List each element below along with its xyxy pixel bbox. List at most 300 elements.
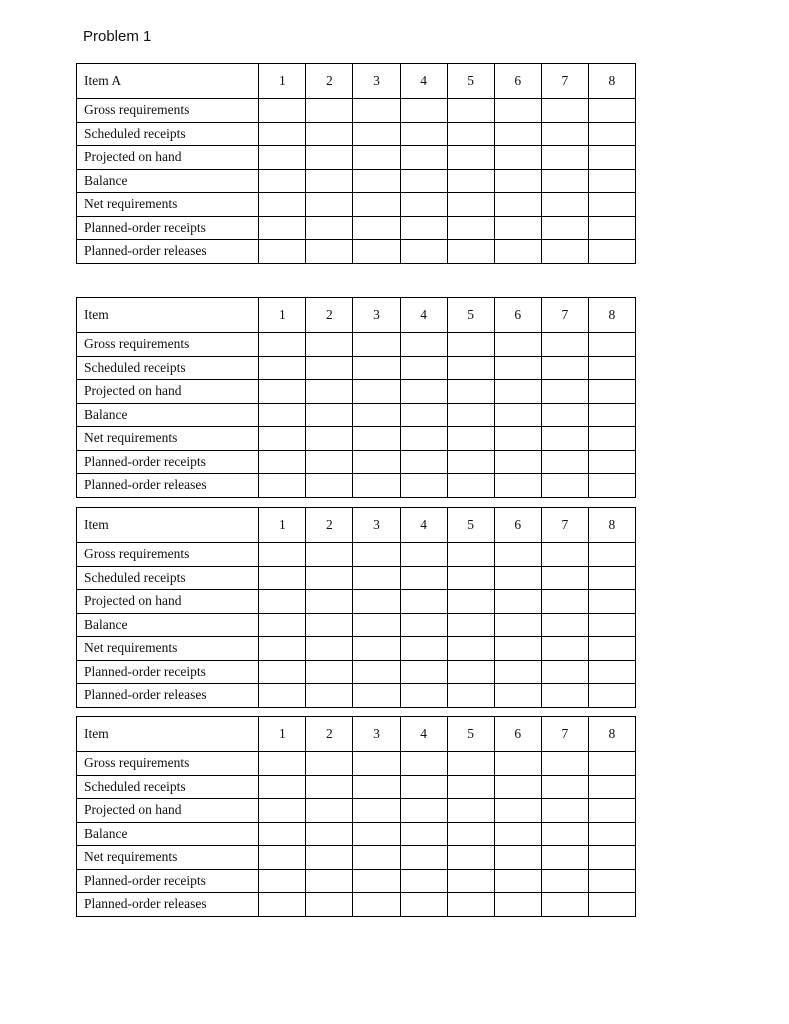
table-cell[interactable]	[353, 799, 400, 823]
table-cell[interactable]	[494, 566, 541, 590]
mrp-table	[76, 63, 636, 264]
table-row	[77, 193, 636, 217]
table-cell[interactable]	[259, 193, 306, 217]
table-cell[interactable]	[447, 450, 494, 474]
table-cell[interactable]	[447, 193, 494, 217]
table-cell[interactable]	[541, 846, 588, 870]
table-cell[interactable]	[353, 893, 400, 917]
table-cell[interactable]	[306, 566, 353, 590]
row-label: Gross requirements	[77, 333, 259, 357]
table-cell[interactable]	[259, 169, 306, 193]
table-cell[interactable]	[259, 752, 306, 776]
table-cell[interactable]	[447, 333, 494, 357]
table-header-row	[77, 64, 636, 99]
table-cell[interactable]	[400, 846, 447, 870]
table-cell[interactable]	[494, 146, 541, 170]
table-cell[interactable]	[541, 146, 588, 170]
table-cell[interactable]	[259, 566, 306, 590]
table-row	[77, 146, 636, 170]
table-cell[interactable]	[259, 403, 306, 427]
table-cell[interactable]	[306, 356, 353, 380]
table-row	[77, 660, 636, 684]
row-label: Gross requirements	[77, 99, 259, 123]
table-cell[interactable]	[541, 474, 588, 498]
table-cell[interactable]	[400, 684, 447, 708]
table-cell[interactable]	[588, 637, 635, 661]
table-cell[interactable]	[588, 660, 635, 684]
table-cell[interactable]	[306, 146, 353, 170]
table-cell[interactable]	[353, 193, 400, 217]
table-row	[77, 99, 636, 123]
table-cell[interactable]	[259, 333, 306, 357]
row-label: Scheduled receipts	[77, 566, 259, 590]
table-cell[interactable]	[306, 240, 353, 264]
table-cell[interactable]	[494, 216, 541, 240]
table-row	[77, 122, 636, 146]
table-cell[interactable]	[494, 543, 541, 567]
period-header: 7	[541, 717, 588, 752]
table-cell[interactable]	[541, 566, 588, 590]
table-cell[interactable]	[353, 869, 400, 893]
table-header-row	[77, 298, 636, 333]
table-cell[interactable]	[588, 799, 635, 823]
table-cell[interactable]	[494, 99, 541, 123]
period-header: 8	[588, 717, 635, 752]
table-cell[interactable]	[447, 240, 494, 264]
table-cell[interactable]	[494, 869, 541, 893]
table-row	[77, 752, 636, 776]
table-cell[interactable]	[541, 333, 588, 357]
table-cell[interactable]	[447, 543, 494, 567]
table-cell[interactable]	[353, 380, 400, 404]
row-label: Projected on hand	[77, 146, 259, 170]
table-cell[interactable]	[541, 356, 588, 380]
table-cell[interactable]	[494, 122, 541, 146]
table-cell[interactable]	[306, 333, 353, 357]
table-cell[interactable]	[259, 637, 306, 661]
period-header: 2	[306, 64, 353, 99]
table-cell[interactable]	[400, 193, 447, 217]
table-cell[interactable]	[400, 146, 447, 170]
table-cell[interactable]	[400, 566, 447, 590]
table-cell[interactable]	[259, 543, 306, 567]
table-cell[interactable]	[588, 684, 635, 708]
table-cell[interactable]	[353, 822, 400, 846]
table-cell[interactable]	[259, 146, 306, 170]
table-cell[interactable]	[588, 380, 635, 404]
row-label: Projected on hand	[77, 380, 259, 404]
table-cell[interactable]	[259, 869, 306, 893]
table-cell[interactable]	[588, 893, 635, 917]
row-label: Balance	[77, 403, 259, 427]
row-label: Planned-order releases	[77, 240, 259, 264]
table-cell[interactable]	[541, 427, 588, 451]
table-cell[interactable]	[259, 613, 306, 637]
table-cell[interactable]	[353, 427, 400, 451]
row-label: Planned-order receipts	[77, 216, 259, 240]
table-cell[interactable]	[259, 799, 306, 823]
table-cell[interactable]	[306, 543, 353, 567]
table-cell[interactable]	[259, 99, 306, 123]
table-cell[interactable]	[259, 590, 306, 614]
table-cell[interactable]	[400, 822, 447, 846]
table-cell[interactable]	[447, 122, 494, 146]
table-cell[interactable]	[353, 450, 400, 474]
table-cell[interactable]	[353, 403, 400, 427]
mrp-table	[76, 297, 636, 498]
table-cell[interactable]	[588, 99, 635, 123]
table-cell[interactable]	[588, 775, 635, 799]
table-row	[77, 775, 636, 799]
table-cell[interactable]	[541, 99, 588, 123]
table-cell[interactable]	[306, 893, 353, 917]
table-cell[interactable]	[541, 403, 588, 427]
table-cell[interactable]	[306, 193, 353, 217]
table-row	[77, 403, 636, 427]
table-cell[interactable]	[259, 356, 306, 380]
table-row	[77, 216, 636, 240]
table-cell[interactable]	[259, 216, 306, 240]
table-row	[77, 799, 636, 823]
table-cell[interactable]	[447, 869, 494, 893]
row-label: Gross requirements	[77, 752, 259, 776]
table-row	[77, 356, 636, 380]
table-cell[interactable]	[259, 240, 306, 264]
table-cell[interactable]	[259, 450, 306, 474]
table-cell[interactable]	[353, 474, 400, 498]
table-cell[interactable]	[306, 869, 353, 893]
table-cell[interactable]	[259, 427, 306, 451]
period-header: 5	[447, 64, 494, 99]
table-cell[interactable]	[353, 846, 400, 870]
table-cell[interactable]	[588, 240, 635, 264]
table-cell[interactable]	[447, 380, 494, 404]
row-label: Projected on hand	[77, 799, 259, 823]
table-cell[interactable]	[588, 169, 635, 193]
table-cell[interactable]	[353, 566, 400, 590]
table-row	[77, 637, 636, 661]
table-cell[interactable]	[494, 333, 541, 357]
table-row	[77, 566, 636, 590]
table-cell[interactable]	[541, 637, 588, 661]
table-cell[interactable]	[400, 590, 447, 614]
table-cell[interactable]	[494, 240, 541, 264]
table-cell[interactable]	[447, 566, 494, 590]
table-cell[interactable]	[541, 613, 588, 637]
table-cell[interactable]	[588, 474, 635, 498]
table-cell[interactable]	[541, 799, 588, 823]
table-cell[interactable]	[541, 684, 588, 708]
table-cell[interactable]	[447, 660, 494, 684]
table-cell[interactable]	[400, 613, 447, 637]
table-cell[interactable]	[353, 333, 400, 357]
table-cell[interactable]	[400, 403, 447, 427]
table-cell[interactable]	[541, 450, 588, 474]
table-cell[interactable]	[541, 240, 588, 264]
table-cell[interactable]	[306, 660, 353, 684]
table-cell[interactable]	[541, 590, 588, 614]
table-cell[interactable]	[259, 846, 306, 870]
period-header: 4	[400, 508, 447, 543]
table-cell[interactable]	[588, 356, 635, 380]
table-cell[interactable]	[306, 99, 353, 123]
table-cell[interactable]	[447, 775, 494, 799]
table-cell[interactable]	[400, 450, 447, 474]
table-cell[interactable]	[259, 474, 306, 498]
table-cell[interactable]	[494, 403, 541, 427]
table-cell[interactable]	[494, 380, 541, 404]
table-cell[interactable]	[353, 752, 400, 776]
table-cell[interactable]	[447, 427, 494, 451]
row-label: Gross requirements	[77, 543, 259, 567]
period-header: 7	[541, 508, 588, 543]
table-cell[interactable]	[306, 799, 353, 823]
row-label: Projected on hand	[77, 590, 259, 614]
table-cell[interactable]	[447, 356, 494, 380]
table-cell[interactable]	[494, 660, 541, 684]
table-row	[77, 543, 636, 567]
table-cell[interactable]	[353, 543, 400, 567]
table-cell[interactable]	[447, 822, 494, 846]
table-cell[interactable]	[400, 775, 447, 799]
row-label: Planned-order receipts	[77, 660, 259, 684]
table-cell[interactable]	[494, 752, 541, 776]
table-cell[interactable]	[588, 122, 635, 146]
table-cell[interactable]	[447, 637, 494, 661]
table-cell[interactable]	[400, 169, 447, 193]
period-header: 6	[494, 717, 541, 752]
table-cell[interactable]	[494, 775, 541, 799]
table-cell[interactable]	[447, 684, 494, 708]
table-cell[interactable]	[306, 403, 353, 427]
period-header: 8	[588, 64, 635, 99]
table-cell[interactable]	[447, 474, 494, 498]
table-cell[interactable]	[447, 613, 494, 637]
table-cell[interactable]	[588, 333, 635, 357]
table-cell[interactable]	[541, 122, 588, 146]
period-header: 2	[306, 717, 353, 752]
table-cell[interactable]	[400, 474, 447, 498]
table-cell[interactable]	[353, 590, 400, 614]
table-cell[interactable]	[306, 450, 353, 474]
table-cell[interactable]	[306, 846, 353, 870]
table-cell[interactable]	[588, 822, 635, 846]
table-cell[interactable]	[353, 684, 400, 708]
table-cell[interactable]	[353, 775, 400, 799]
table-cell[interactable]	[447, 799, 494, 823]
period-header: 3	[353, 298, 400, 333]
period-header: 4	[400, 64, 447, 99]
table-cell[interactable]	[306, 775, 353, 799]
table-cell[interactable]	[306, 613, 353, 637]
table-cell[interactable]	[447, 752, 494, 776]
table-cell[interactable]	[588, 450, 635, 474]
table-row	[77, 613, 636, 637]
mrp-table	[76, 716, 636, 917]
table-header-row	[77, 717, 636, 752]
table-cell[interactable]	[353, 356, 400, 380]
table-cell[interactable]	[400, 543, 447, 567]
table-cell[interactable]	[494, 356, 541, 380]
table-cell[interactable]	[588, 566, 635, 590]
table-cell[interactable]	[306, 169, 353, 193]
table-cell[interactable]	[541, 660, 588, 684]
table-header-row	[77, 508, 636, 543]
table-cell[interactable]	[259, 380, 306, 404]
table-cell[interactable]	[400, 356, 447, 380]
table-cell[interactable]	[588, 752, 635, 776]
table-cell[interactable]	[541, 543, 588, 567]
item-label: Item	[77, 508, 259, 543]
table-cell[interactable]	[447, 169, 494, 193]
table-cell[interactable]	[306, 752, 353, 776]
table-cell[interactable]	[259, 893, 306, 917]
table-cell[interactable]	[400, 427, 447, 451]
table-cell[interactable]	[447, 846, 494, 870]
table-cell[interactable]	[353, 240, 400, 264]
row-label: Balance	[77, 169, 259, 193]
table-cell[interactable]	[259, 822, 306, 846]
table-cell[interactable]	[306, 427, 353, 451]
table-cell[interactable]	[400, 333, 447, 357]
table-cell[interactable]	[588, 590, 635, 614]
table-cell[interactable]	[306, 590, 353, 614]
table-cell[interactable]	[494, 590, 541, 614]
table-cell[interactable]	[306, 637, 353, 661]
row-label: Net requirements	[77, 427, 259, 451]
table-cell[interactable]	[494, 193, 541, 217]
table-cell[interactable]	[588, 403, 635, 427]
table-cell[interactable]	[541, 869, 588, 893]
table-cell[interactable]	[259, 684, 306, 708]
table-cell[interactable]	[353, 637, 400, 661]
period-header: 3	[353, 64, 400, 99]
table-cell[interactable]	[400, 216, 447, 240]
table-cell[interactable]	[541, 775, 588, 799]
table-cell[interactable]	[447, 893, 494, 917]
period-header: 6	[494, 508, 541, 543]
table-cell[interactable]	[494, 684, 541, 708]
table-cell[interactable]	[353, 99, 400, 123]
table-cell[interactable]	[588, 427, 635, 451]
table-cell[interactable]	[541, 216, 588, 240]
table-cell[interactable]	[588, 869, 635, 893]
table-cell[interactable]	[353, 660, 400, 684]
table-cell[interactable]	[494, 427, 541, 451]
period-header: 5	[447, 717, 494, 752]
table-cell[interactable]	[353, 169, 400, 193]
period-header: 8	[588, 298, 635, 333]
table-cell[interactable]	[400, 799, 447, 823]
table-cell[interactable]	[541, 822, 588, 846]
table-cell[interactable]	[400, 122, 447, 146]
table-cell[interactable]	[400, 637, 447, 661]
table-cell[interactable]	[353, 216, 400, 240]
table-cell[interactable]	[353, 146, 400, 170]
period-header: 3	[353, 508, 400, 543]
row-label: Net requirements	[77, 193, 259, 217]
table-row	[77, 893, 636, 917]
period-header: 6	[494, 298, 541, 333]
table-row	[77, 169, 636, 193]
table-cell[interactable]	[494, 613, 541, 637]
period-header: 1	[259, 64, 306, 99]
table-cell[interactable]	[306, 216, 353, 240]
table-cell[interactable]	[259, 122, 306, 146]
table-cell[interactable]	[259, 775, 306, 799]
table-cell[interactable]	[400, 240, 447, 264]
table-cell[interactable]	[494, 893, 541, 917]
period-header: 2	[306, 298, 353, 333]
table-cell[interactable]	[541, 893, 588, 917]
period-header: 7	[541, 298, 588, 333]
table-cell[interactable]	[447, 146, 494, 170]
table-cell[interactable]	[306, 122, 353, 146]
table-cell[interactable]	[353, 613, 400, 637]
table-cell[interactable]	[447, 216, 494, 240]
table-cell[interactable]	[494, 450, 541, 474]
table-cell[interactable]	[588, 193, 635, 217]
table-cell[interactable]	[353, 122, 400, 146]
row-label: Scheduled receipts	[77, 775, 259, 799]
table-cell[interactable]	[588, 543, 635, 567]
table-cell[interactable]	[447, 403, 494, 427]
table-cell[interactable]	[306, 822, 353, 846]
table-cell[interactable]	[494, 822, 541, 846]
table-row	[77, 822, 636, 846]
table-cell[interactable]	[541, 380, 588, 404]
row-label: Planned-order releases	[77, 893, 259, 917]
period-header: 4	[400, 298, 447, 333]
table-cell[interactable]	[400, 660, 447, 684]
table-cell[interactable]	[588, 146, 635, 170]
mrp-table	[76, 507, 636, 708]
table-cell[interactable]	[494, 846, 541, 870]
table-cell[interactable]	[494, 799, 541, 823]
table-cell[interactable]	[400, 893, 447, 917]
table-cell[interactable]	[588, 613, 635, 637]
table-cell[interactable]	[447, 99, 494, 123]
table-cell[interactable]	[588, 216, 635, 240]
table-cell[interactable]	[541, 169, 588, 193]
table-cell[interactable]	[541, 193, 588, 217]
table-cell[interactable]	[494, 637, 541, 661]
table-cell[interactable]	[447, 590, 494, 614]
table-cell[interactable]	[541, 752, 588, 776]
table-row	[77, 869, 636, 893]
period-header: 1	[259, 717, 306, 752]
table-cell[interactable]	[588, 846, 635, 870]
table-cell[interactable]	[306, 474, 353, 498]
item-label: Item	[77, 717, 259, 752]
table-cell[interactable]	[306, 684, 353, 708]
period-header: 8	[588, 508, 635, 543]
table-cell[interactable]	[494, 169, 541, 193]
table-cell[interactable]	[400, 99, 447, 123]
page-title: Problem 1	[83, 28, 152, 45]
item-label: Item	[77, 298, 259, 333]
period-header: 7	[541, 64, 588, 99]
table-cell[interactable]	[400, 380, 447, 404]
period-header: 2	[306, 508, 353, 543]
table-cell[interactable]	[400, 752, 447, 776]
table-cell[interactable]	[494, 474, 541, 498]
period-header: 5	[447, 508, 494, 543]
table-cell[interactable]	[306, 380, 353, 404]
table-row	[77, 380, 636, 404]
table-cell[interactable]	[259, 660, 306, 684]
table-cell[interactable]	[400, 869, 447, 893]
